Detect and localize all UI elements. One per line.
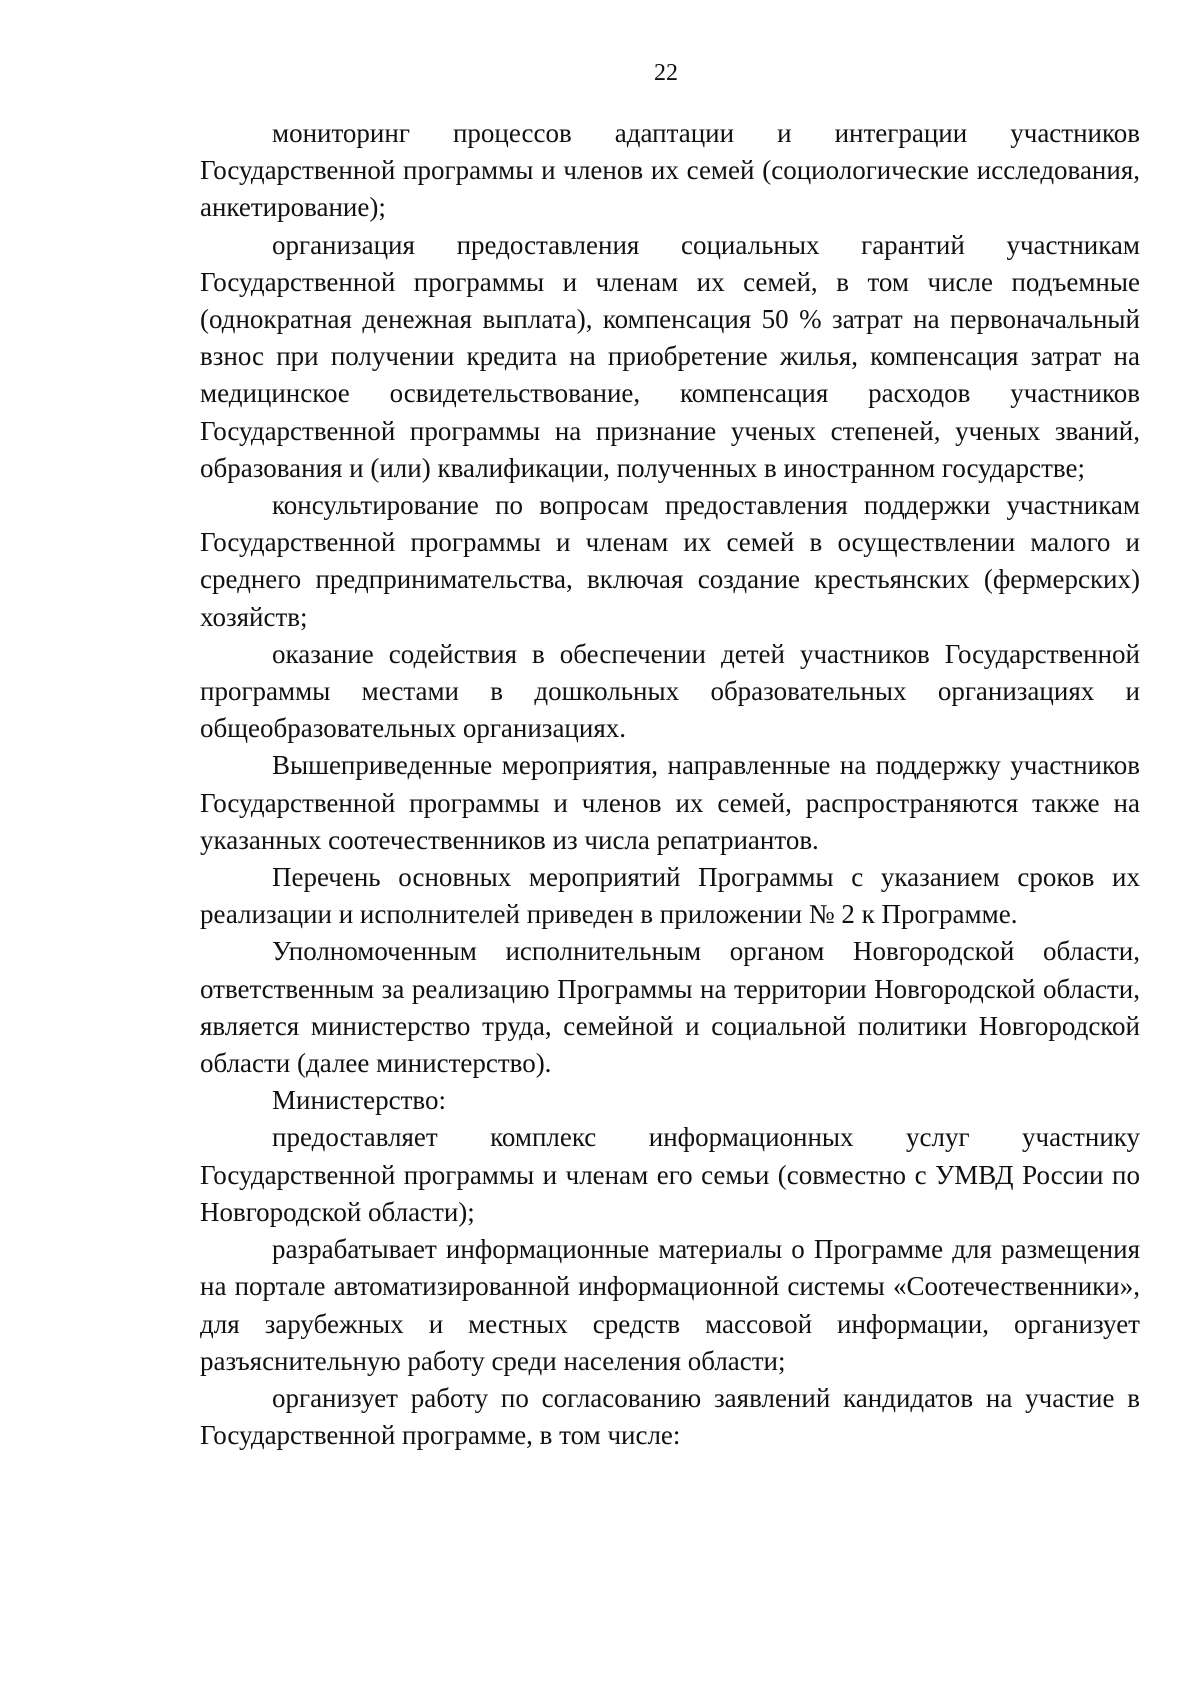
paragraph-authorized-body: Уполномоченным исполнительным органом Новгородской области, ответственным за реализацию Программы на территории Новгородской области, является министерство труда, семейной и социальной политики Новгородской области (далее министерство). <box>200 936 1140 1079</box>
paragraph-business-consulting: консультирование по вопросам предоставления поддержки участникам Государственной программы и членам их семей в осуществлении малого и среднего предпринимательства, включая создание крестьянских (фермерских) хозяйств; <box>200 490 1140 632</box>
page-number: 22 <box>654 60 678 86</box>
paragraph-monitoring: мониторинг процессов адаптации и интеграции участников Государственной программы и членов их семей (социологические исследования, анкетирование); <box>200 118 1140 223</box>
paragraph-school-assistance: оказание содействия в обеспечении детей участников Государственной программы местами в дошкольных образовательных организациях и общеобразовательных организациях. <box>200 638 1140 744</box>
paragraph-activities-list: Перечень основных мероприятий Программы с указанием сроков их реализации и исполнителей приведен в приложении № 2 к Программе. <box>200 862 1140 930</box>
paragraph-information-materials: разрабатывает информационные материалы о Программе для размещения на портале автоматизированной информационной системы «Соотечественники», для зарубежных и местных средств массовой информации, организует разъяснительную работу среди населения области; <box>200 1234 1140 1376</box>
paragraph-ministry-heading: Министерство: <box>272 1085 446 1116</box>
document-body <box>200 115 1140 1454</box>
paragraph-repatriants: Вышеприведенные мероприятия, направленные на поддержку участников Государственной программы и членов их семей, распространяются также на указанных соотечественников из числа репатриантов. <box>200 750 1140 855</box>
paragraph-application-approval: организует работу по согласованию заявлений кандидатов на участие в Государственной программе, в том числе: <box>200 1382 1140 1451</box>
paragraph-social-guarantees: организация предоставления социальных гарантий участникам Государственной программы и членам их семей, в том числе подъемные (однократная денежная выплата), компенсация 50 % затрат на первоначальный взнос при получении кредита на приобретение жилья, компенсация затрат на медицинское освидетельствование, компенсация расходов участников Государственной программы на признание ученых степеней, ученых званий, образования и (или) квалификации, полученных в иностранном государстве; <box>200 229 1140 483</box>
paragraph-information-services: предоставляет комплекс информационных услуг участнику Государственной программы и членам его семьи (совместно с УМВД России по Новгородской области); <box>200 1122 1140 1227</box>
